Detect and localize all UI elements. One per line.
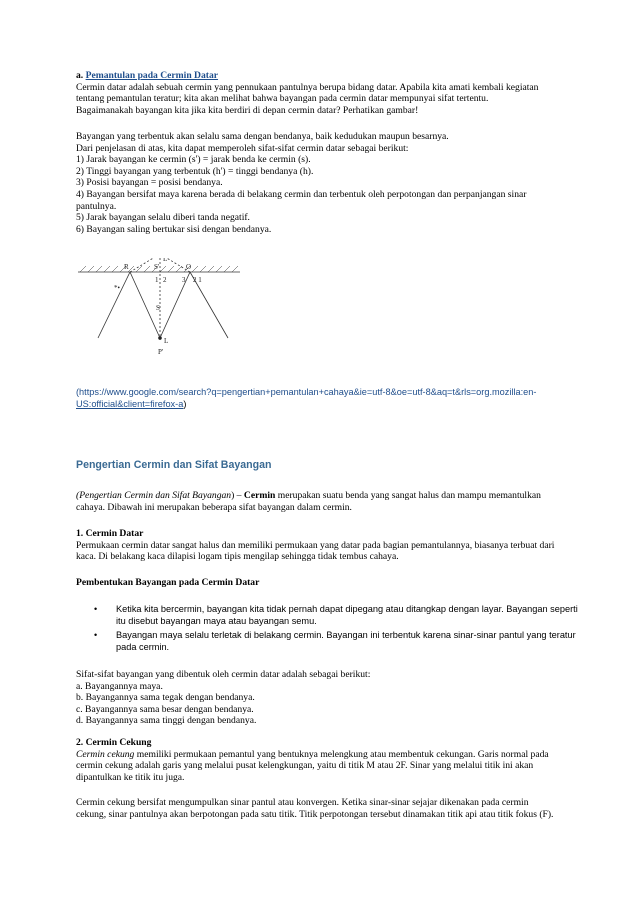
label-o: O [186, 263, 192, 271]
cermin-cekung-heading: 2. Cermin Cekung [76, 737, 152, 748]
list-item: • Bayangan maya selalu terletak di belakang cermin. Bayangan ini terbentuk karena sinar-sinar pantul yang teratur pada cermin. [94, 630, 576, 652]
label-2: 2 [163, 276, 167, 284]
section-a-line: Cermin datar adalah sebuah cermin yang pennukaan pantulnya berupa bidang datar. Apabila kita amati kembali kegiatan [76, 81, 539, 93]
section-a-heading: a. Pemantulan pada Cermin Datar [76, 70, 219, 81]
label-1: 1 [155, 276, 159, 284]
section-a [76, 70, 566, 116]
section-a-line: tentang pemantulan teratur; kita akan melihat bahwa bayangan pada cermin datar mempunyai sifat tertentu. [76, 93, 489, 105]
section-a-title-link[interactable]: Pemantulan pada Cermin Datar [85, 70, 219, 81]
label-3: 3 [182, 276, 186, 284]
pembentukan-heading: Pembentukan Bayangan pada Cermin Datar [76, 577, 260, 588]
properties-line: 5) Jarak bayangan selalu diberi tanda negatif. [76, 212, 250, 224]
label-stars: *• [114, 284, 120, 292]
intro-paragraph: (Pengertian Cermin dan Sifat Bayangan) – Cermin merupakan suatu benda yang sangat halus dan mampu memantulkan cahaya. Dibawah ini merupakan beberapa sifat bayangan dalam cermin. [76, 490, 541, 513]
sifat-list: Sifat-sifat bayangan yang dibentuk oleh cermin datar adalah sebagai berikut: a. Bayangannya maya. b. Bayangannya sama tegak dengan bendanya. c. Bayangannya sama besar dengan bendanya. d. Bayangannya sama tinggi dengan bendanya. [76, 669, 371, 727]
object-point [158, 336, 162, 340]
properties-line: 6) Bayangan saling bertukar sisi dengan bendanya. [76, 223, 272, 235]
ray [98, 272, 130, 338]
pembentukan-list [76, 603, 578, 653]
section-cermin-cekung: 2. Cermin Cekung Cermin cekung memiliki permukaan pemantul yang bentuknya melengkung atau membentuk cekungan. Garis normal pada cermin cekung adalah garis yang melalui pusat kelengkungan, yaitu di titik M atau 2F. Sinar yang melalui titik ini akan dipantulkan ke titik itu juga. [76, 737, 566, 783]
section-a-line: Bagaimanakah bayangan kita jika kita berdiri di depan cermin datar? Perhatikan gambar! [76, 104, 419, 116]
plane-mirror-diagram [78, 258, 240, 358]
label-s-prime: S' [154, 263, 160, 271]
label-l: L [164, 337, 169, 345]
cermin-datar-heading: 1. Cermin Datar [76, 528, 144, 539]
label-s: S [156, 304, 160, 312]
properties-line: 1) Jarak bayangan ke cermin (s') = jarak benda ke cermin (s). [76, 154, 311, 166]
bullet-icon: • [94, 630, 98, 640]
source-url: (https://www.google.com/search?q=pengertian+pemantulan+cahaya&ie=utf-8&oe=utf-8&aq=t&rls=org.mozilla:en- US:official&client=firefox-a) [76, 387, 566, 410]
label-21: 2 1 [193, 276, 202, 284]
properties-line: 3) Posisi bayangan = posisi bendanya. [76, 177, 223, 189]
properties-line: 2) Tinggi bayangan yang terbentuk (h') = tinggi bendanya (h). [76, 165, 314, 177]
properties-paragraph [76, 131, 566, 235]
label-top: L' [163, 258, 169, 263]
label-p: P' [158, 348, 164, 356]
label-r: R [124, 263, 129, 271]
properties-line: 4) Bayangan bersifat maya karena berada di belakang cermin dan terbentuk oleh perpotongan dan perpanjangan sinar [76, 188, 527, 200]
list-item: • Ketika kita bercermin, bayangan kita tidak pernah dapat dipegang atau ditangkap dengan layar. Bayangan seperti itu disebut bayangan maya atau bayangan semu. [94, 604, 578, 626]
source-url-link[interactable]: US:official&client=firefox-a [76, 398, 184, 409]
cekung-paragraph-2: Cermin cekung bersifat mengumpulkan sinar pantul atau konvergen. Ketika sinar-sinar sejajar dikenakan pada cermin cekung, sinar pantulnya akan berpotongan pada satu titik. Titik perpotongan tersebut dinamakan titik api atau titik fokus (F). [76, 797, 554, 820]
section-cermin-datar: 1. Cermin Datar Permukaan cermin datar sangat halus dan memiliki permukaan yang datar pada bagian pemantulannya, biasanya terbuat dari kaca. Di belakang kaca dilapisi logam tipis mengilap sehingga tidak tembus cahaya. [76, 528, 566, 563]
section-heading-cermin: Pengertian Cermin dan Sifat Bayangan [76, 459, 272, 471]
properties-line: pantulnya. [76, 200, 117, 212]
bullet-icon: • [94, 604, 98, 614]
properties-line: Dari penjelasan di atas, kita dapat memperoleh sifat-sifat cermin datar sebagai berikut: [76, 142, 409, 154]
properties-line: Bayangan yang terbentuk akan selalu sama dengan bendanya, baik kedudukan maupun besarnya. [76, 131, 449, 142]
source-url-line-1[interactable]: (https://www.google.com/search?q=pengertian+pemantulan+cahaya&ie=utf-8&oe=utf-8&aq=t&rls=org.mozilla:en- [76, 387, 537, 397]
